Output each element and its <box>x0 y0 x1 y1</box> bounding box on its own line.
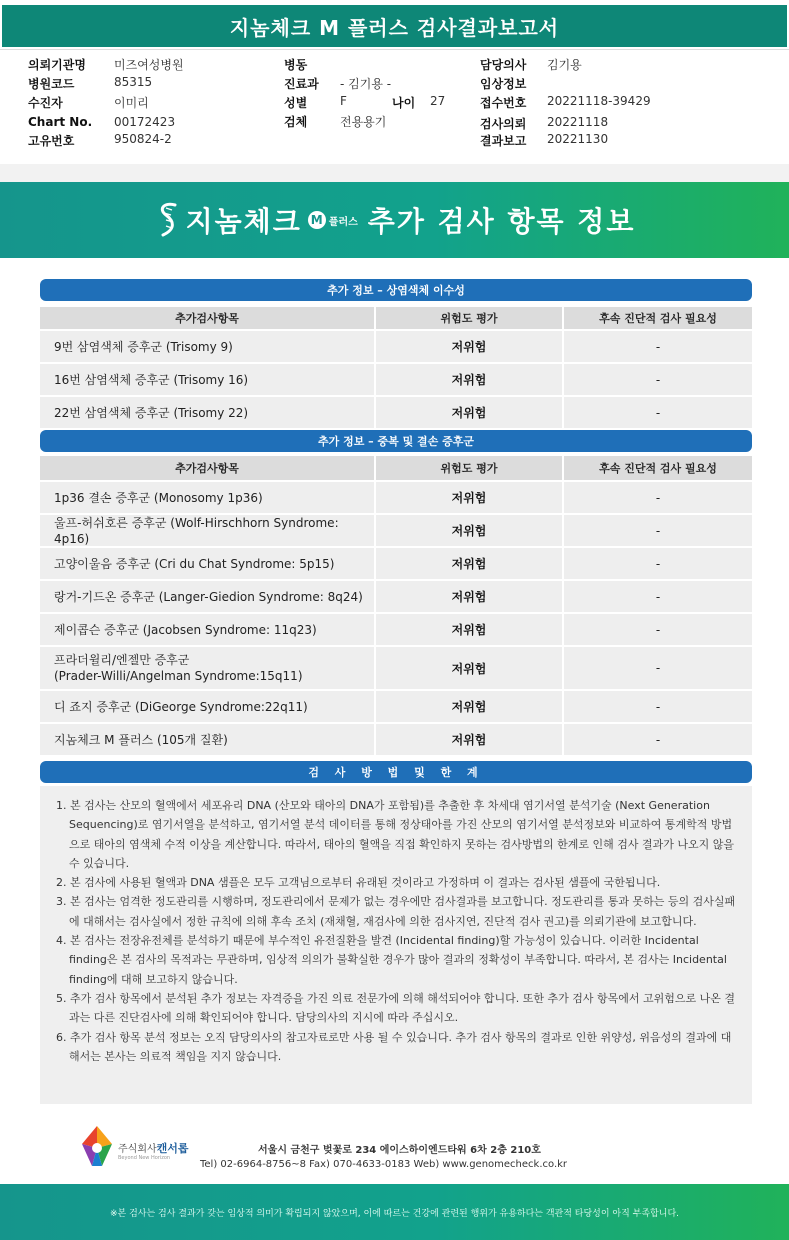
row-followup: - <box>564 397 752 428</box>
row-followup: - <box>564 364 752 395</box>
company-slogan: Beyond New Horizon <box>118 1155 171 1161</box>
company-address: 서울시 금천구 벚꽃로 234 에이스하이엔드타워 6차 2층 210호 <box>258 1145 541 1156</box>
report-header <box>0 0 789 50</box>
chart-value: 00172423 <box>114 115 176 129</box>
patient-value: 이미리 <box>114 96 149 110</box>
company-prefix: 주식회사 <box>118 1144 157 1155</box>
sex-value: F <box>340 94 347 108</box>
result-label: 결과보고 <box>480 134 527 148</box>
header-followup: 후속 진단적 검사 필요성 <box>564 307 752 329</box>
banner <box>0 182 789 258</box>
row-followup: - <box>564 581 752 612</box>
table-row <box>40 515 752 546</box>
methods-title: 검 사 방 법 및 한 계 <box>40 761 752 783</box>
table-header-row <box>40 456 752 480</box>
company-name <box>118 1140 189 1156</box>
row-risk: 저위험 <box>376 548 562 579</box>
row-risk: 저위험 <box>376 581 562 612</box>
patient-label: 수진자 <box>28 96 63 110</box>
row-item: 랑거-기드온 증후군 (Langer-Giedion Syndrome: 8q24) <box>40 581 374 612</box>
company-contact: Tel) 02-6964-8756~8 Fax) 070-4633-0183 Web) www.genomecheck.co.kr <box>200 1159 568 1170</box>
result-value: 20221130 <box>547 132 609 146</box>
ward-label: 병동 <box>284 58 308 72</box>
header-followup: 후속 진단적 검사 필요성 <box>564 456 752 480</box>
specimen-value: 전용용기 <box>340 115 387 129</box>
row-followup: - <box>564 724 752 755</box>
row-followup: - <box>564 515 752 546</box>
row-risk: 저위험 <box>376 614 562 645</box>
row-risk: 저위험 <box>376 691 562 722</box>
doctor-value: 김기용 <box>547 58 582 72</box>
row-followup: - <box>564 482 752 513</box>
table-row <box>40 581 752 612</box>
request-value: 20221118 <box>547 115 609 129</box>
table-row <box>40 397 752 428</box>
age-label: 나이 <box>392 96 416 110</box>
doctor-label: 담당의사 <box>480 58 527 72</box>
banner-brand: 지놈체크 <box>185 205 302 238</box>
dept-value: - 김기용 - <box>340 77 392 91</box>
table-row <box>40 548 752 579</box>
row-followup: - <box>564 691 752 722</box>
receipt-value: 20221118-39429 <box>547 94 651 108</box>
table-row <box>40 724 752 755</box>
section-divider <box>0 164 789 182</box>
row-risk: 저위험 <box>376 724 562 755</box>
table-row <box>40 364 752 395</box>
row-risk: 저위험 <box>376 364 562 395</box>
unique-label: 고유번호 <box>28 134 75 148</box>
method-item: 1. 본 검사는 산모의 혈액에서 세포유리 DNA (산모와 태아의 DNA가 포함됨)를 추출한 후 차세대 염기서열 분석기술 (Next Generation Sequencing)로 염기서열을 분석하고, 염기서열 분석 데이터를 통해 정상태아를 가진 산모의 염기서열 분석정보와 비교하여 통계학적 방법으로 태아의 염색체 수적 이상을 계산합니다. 따라서, 태아의 혈액을 직접 확인하지 못하는 검사방법의 한계로 인해 검사 결과가 나오지 않을 수 있습니다. <box>56 799 734 870</box>
hospital-code-value: 85315 <box>114 75 153 89</box>
row-followup: - <box>564 614 752 645</box>
genome-s-logo-icon <box>154 200 182 240</box>
request-label: 검사의뢰 <box>480 117 527 131</box>
clinical-label: 임상정보 <box>480 77 527 91</box>
disclaimer-band <box>0 1184 789 1240</box>
row-item: 1p36 결손 증후군 (Monosomy 1p36) <box>40 482 374 513</box>
row-risk: 저위험 <box>376 331 562 362</box>
table-header-row <box>40 307 752 329</box>
patient-info <box>0 52 789 164</box>
table-row <box>40 331 752 362</box>
specimen-label: 검체 <box>284 115 308 129</box>
method-item: 6. 추가 검사 항목 분석 정보는 오직 담당의사의 참고자료로만 사용 될 수 있습니다. 추가 검사 항목의 결과로 인한 위양성, 위음성의 결과에 대해서는 본사는 의료적 책임을 지지 않습니다. <box>56 1030 732 1063</box>
table-row <box>40 482 752 513</box>
banner-plus: 플러스 <box>328 216 358 228</box>
row-risk: 저위험 <box>376 482 562 513</box>
row-risk: 저위험 <box>376 515 562 546</box>
institution-label: 의뢰기관명 <box>28 58 86 72</box>
header-risk: 위험도 평가 <box>376 307 562 329</box>
unique-value: 950824-2 <box>114 132 172 146</box>
header-risk: 위험도 평가 <box>376 456 562 480</box>
chart-label: Chart No. <box>28 115 93 129</box>
dept-label: 진료과 <box>284 77 319 91</box>
row-item: 지놈체크 M 플러스 (105개 질환) <box>40 724 374 755</box>
sex-label: 성별 <box>284 96 308 110</box>
age-value: 27 <box>430 94 446 108</box>
disclaimer-text: ※본 검사는 검사 결과가 갖는 임상적 의미가 확립되지 않았으며, 이에 따르는 건강에 관련된 행위가 유용하다는 객관적 타당성이 아직 부족합니다. <box>109 1208 679 1219</box>
banner-heading: 추가 검사 항목 정보 <box>367 205 636 238</box>
company-logo-icon <box>80 1124 114 1168</box>
method-item: 3. 본 검사는 엄격한 정도관리를 시행하며, 정도관리에서 문제가 없는 경우에만 검사결과를 보고합니다. 정도관리를 통과 못하는 등의 검사실패에 대해서는 검사실에서 정한 규칙에 의해 후속 조치 (재채혈, 재검사에 의한 검사지연, 진단적 검사 권고)를 의뢰기관에 보고합니다. <box>56 895 736 928</box>
report-title: 지놈체크 M 플러스 검사결과보고서 <box>2 5 787 47</box>
header-item: 추가검사항목 <box>40 456 374 480</box>
footer <box>0 1116 789 1184</box>
company-brand: 캔서롭 <box>156 1142 189 1155</box>
row-item: 제이콥슨 증후군 (Jacobsen Syndrome: 11q23) <box>40 614 374 645</box>
row-risk: 저위험 <box>376 397 562 428</box>
hospital-code-label: 병원코드 <box>28 77 75 91</box>
row-item: 22번 삼염색체 증후군 (Trisomy 22) <box>40 397 374 428</box>
header-item: 추가검사항목 <box>40 307 374 329</box>
banner-m-badge: M <box>308 211 326 229</box>
table-row <box>40 647 752 689</box>
row-risk: 저위험 <box>376 647 562 689</box>
receipt-label: 접수번호 <box>480 96 527 110</box>
table-row <box>40 691 752 722</box>
section1-title: 추가 정보 – 상염색체 이수성 <box>40 279 752 301</box>
row-item: 울프-허쉬호른 증후군 (Wolf-Hirschhorn Syndrome: 4p16) <box>40 515 374 546</box>
method-item: 5. 추가 검사 항목에서 분석된 추가 정보는 자격증을 가진 의료 전문가에 의해 해석되어야 합니다. 또한 추가 검사 항목에서 고위험으로 나온 결과는 다른 진단검사에 의해 확인되어야 합니다. 담당의사의 지시에 따라 주십시오. <box>56 991 735 1025</box>
institution-value: 미즈여성병원 <box>114 58 184 72</box>
row-item: 16번 삼염색체 증후군 (Trisomy 16) <box>40 364 374 395</box>
row-item: 디 죠지 증후군 (DiGeorge Syndrome:22q11) <box>40 691 374 722</box>
row-item: 프라더윌리/엔젤만 증후군 (Prader-Willi/Angelman Syndrome:15q11) <box>40 647 374 689</box>
row-item: 고양이울음 증후군 (Cri du Chat Syndrome: 5p15) <box>40 548 374 579</box>
method-item: 4. 본 검사는 전장유전체를 분석하기 때문에 부수적인 유전질환을 발견 (Incidental finding)할 가능성이 있습니다. 이러한 Incidental finding은 본 검사의 목적과는 무관하며, 임상적 의의가 불확실한 경우가 많아 결과의 정확성이 부족합니다. 따라서, 본 검사는 Incidental finding에 대해 보고하지 않습니다. <box>56 934 727 986</box>
row-followup: - <box>564 548 752 579</box>
report-content <box>0 258 789 1116</box>
row-followup: - <box>564 331 752 362</box>
methods-list <box>40 786 752 1104</box>
row-item: 9번 삼염색체 증후군 (Trisomy 9) <box>40 331 374 362</box>
section2-title: 추가 정보 – 중복 및 결손 증후군 <box>40 430 752 452</box>
table-row <box>40 614 752 645</box>
method-item: 2. 본 검사에 사용된 혈액과 DNA 샘플은 모두 고객님으로부터 유래된 것이라고 가정하며 이 결과는 검사된 샘플에 국한됩니다. <box>56 876 661 890</box>
row-followup: - <box>564 647 752 689</box>
